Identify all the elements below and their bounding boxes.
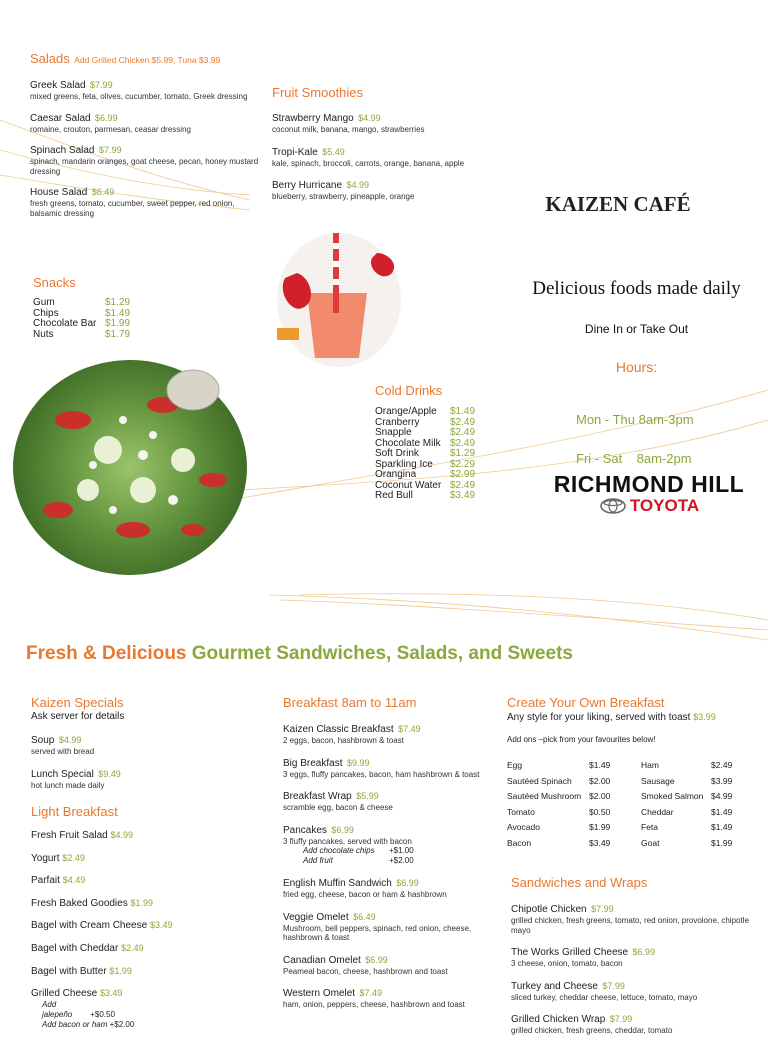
menu-item-head <box>283 986 493 1000</box>
addon-price: +$1.00 <box>389 846 414 855</box>
item-price: $1.29 <box>105 297 131 308</box>
menu-item <box>511 1012 761 1036</box>
menu-item-head <box>511 945 761 959</box>
addon-name: Tomato <box>507 806 535 817</box>
item-price: $3.49 <box>99 988 123 999</box>
addon-price: $1.49 <box>711 822 733 832</box>
item-desc: 3 eggs, fluffy pancakes, bacon, ham hashbrown & toast <box>283 769 480 779</box>
item-name: The Works Grilled Cheese <box>511 947 629 958</box>
menu-item <box>283 986 493 1010</box>
smoothie-photo <box>277 233 401 367</box>
menu-item <box>511 945 761 969</box>
addon-price: $4.99 <box>711 791 733 801</box>
item-price: $1.79 <box>105 328 131 340</box>
menu-item-head <box>272 111 472 125</box>
menu-item-head <box>30 143 260 157</box>
item-name: Gum <box>33 297 55 308</box>
addon-name: Sausage <box>641 775 675 786</box>
create-subtitle-row <box>507 712 762 723</box>
menu-item-head <box>31 733 271 747</box>
item-name: Caesar Salad <box>30 112 91 124</box>
menu-item <box>511 979 761 1003</box>
item-price: $1.49 <box>105 307 131 319</box>
smoothies-title: Fruit Smoothies <box>272 85 364 100</box>
addon-name: Egg <box>507 760 523 770</box>
create-breakfast-section <box>507 695 762 851</box>
addon-price: $1.99 <box>711 837 733 848</box>
item-desc: 3 fluffy pancakes, served with bacon <box>283 836 412 846</box>
specials-section <box>31 695 271 800</box>
addon-name: Goat <box>641 837 660 848</box>
item-price: $7.99 <box>90 80 113 90</box>
wraps-title: Sandwiches and Wraps <box>511 875 648 890</box>
item-name: Berry Hurricane <box>272 180 343 191</box>
item-price: $2.49 <box>62 852 85 863</box>
salad-photo <box>13 360 247 575</box>
item-price: $4.99 <box>58 735 82 745</box>
pancake-addons <box>283 846 493 866</box>
item-desc: Peameal bacon, cheese, hashbrown and toast <box>283 966 448 976</box>
item-name: Western Omelet <box>283 988 356 999</box>
item-desc: hot lunch made daily <box>31 780 105 790</box>
item-desc: 3 cheese, onion, tomato, bacon <box>511 959 623 968</box>
item-price: $1.99 <box>109 965 132 976</box>
item-name: Soup <box>31 735 55 746</box>
item-price: $2.49 <box>450 416 476 428</box>
salads-section <box>30 50 260 227</box>
menu-item-head <box>283 910 493 924</box>
menu-item-head <box>272 145 472 159</box>
item-price: $6.99 <box>396 878 419 888</box>
menu-item <box>31 733 271 757</box>
addon-row <box>641 774 751 790</box>
list-row <box>375 428 495 439</box>
addon-name: Feta <box>641 822 659 832</box>
pancake-addon-row <box>303 846 493 856</box>
item-name: Chips <box>33 307 59 319</box>
item-name: Coconut Water <box>375 479 442 491</box>
item-name: Bagel with Cream Cheese <box>31 920 148 932</box>
item-price: $7.99 <box>591 904 614 914</box>
item-price: $3.49 <box>450 490 476 501</box>
addon-price: $0.50 <box>589 806 611 817</box>
menu-item <box>511 902 761 935</box>
addon-row <box>641 805 751 821</box>
hours-title: Hours: <box>615 359 658 375</box>
item-price: $6.49 <box>91 187 115 197</box>
item-name: Spinach Salad <box>30 145 95 156</box>
item-name: Grilled Chicken Wrap <box>511 1014 606 1025</box>
menu-item-head <box>31 767 271 781</box>
addon-name: Add fruit <box>303 856 333 865</box>
banner-part-2: Gourmet Sandwiches, Salads, and Sweets <box>186 643 573 664</box>
item-desc: Mushroom, bell peppers, spinach, red onion, cheese, hashbrown & toast <box>283 923 472 942</box>
menu-item <box>30 185 260 218</box>
cafe-dine: Dine In or Take Out <box>584 322 689 336</box>
item-name: Cranberry <box>375 416 420 428</box>
snacks-title: Snacks <box>33 275 76 290</box>
item-desc: grilled chicken, fresh greens, tomato, red onion, provolone, chipotle mayo <box>511 916 749 935</box>
toyota-emblem-icon <box>599 498 627 514</box>
addon-name: Cheddar <box>641 806 674 817</box>
item-name: Nuts <box>33 328 54 340</box>
menu-item <box>283 823 493 867</box>
addon-name: Avocado <box>507 822 540 832</box>
list-row <box>375 491 495 502</box>
item-price: $6.99 <box>632 947 656 957</box>
menu-item <box>272 178 472 202</box>
addon-price: $3.49 <box>589 837 611 848</box>
salads-title: Salads <box>30 51 70 66</box>
item-price: $6.99 <box>365 954 388 965</box>
pancake-addon-row <box>303 856 493 866</box>
item-name: English Muffin Sandwich <box>283 878 392 889</box>
addon-name: Sautéed Mushroom <box>507 791 582 801</box>
menu-item-head <box>511 1012 761 1026</box>
light-breakfast-title: Light Breakfast <box>31 804 118 819</box>
menu-item-head <box>30 111 260 125</box>
menu-item <box>31 874 271 887</box>
item-price: $4.99 <box>110 830 134 840</box>
item-price: $1.99 <box>130 897 154 908</box>
item-price: $4.49 <box>62 875 86 886</box>
addon-row <box>507 836 641 852</box>
item-name: Fresh Fruit Salad <box>31 830 108 841</box>
addon-price: $2.49 <box>711 760 733 770</box>
item-name: Lunch Special <box>31 768 94 780</box>
breakfast-title: Breakfast 8am to 11am <box>283 695 417 710</box>
item-name: Chocolate Milk <box>375 437 441 449</box>
cold-drinks-title: Cold Drinks <box>375 383 443 398</box>
item-price: $4.99 <box>358 113 381 123</box>
richmond-hill-toyota-logo <box>543 471 755 516</box>
item-name: Orange/Apple <box>375 406 437 417</box>
menu-item <box>283 722 493 746</box>
item-price: $7.99 <box>609 1014 633 1024</box>
item-price: $3.49 <box>149 920 173 931</box>
item-price: $6.99 <box>95 112 118 123</box>
item-name: Greek Salad <box>30 80 86 91</box>
logo-line-1: RICHMOND HILL <box>553 471 745 497</box>
addon-row <box>641 758 751 774</box>
item-desc: grilled chicken, fresh greens, cheddar, tomato <box>511 1026 673 1035</box>
item-name: Big Breakfast <box>283 757 343 769</box>
specials-title: Kaizen Specials <box>31 695 124 710</box>
cold-drinks-section <box>375 383 495 502</box>
breakfast-section <box>283 695 493 1020</box>
menu-item <box>272 145 472 169</box>
menu-item <box>31 942 271 955</box>
item-name: Orangina <box>375 469 417 480</box>
addon-name: Smoked Salmon <box>641 791 704 801</box>
addon-price: $1.49 <box>589 760 611 770</box>
item-desc: romaine, crouton, parmesan, ceasar dressing <box>30 124 191 134</box>
item-price: $1.99 <box>105 318 131 329</box>
hours-line-2: Fri - Sat 8am-2pm <box>576 451 692 466</box>
item-price: $2.99 <box>450 469 476 480</box>
grilled-cheese-addons <box>31 1000 271 1030</box>
addon-name: Bacon <box>507 837 532 848</box>
item-price: $7.49 <box>398 724 421 734</box>
addon-row <box>641 836 751 852</box>
item-name: Kaizen Classic Breakfast <box>283 724 394 735</box>
addon-jalepeno-price: +$0.50 <box>90 1010 115 1020</box>
item-name: Veggie Omelet <box>283 911 349 923</box>
item-name: Parfait <box>31 875 60 887</box>
banner-part-1: Fresh & Delicious <box>26 643 187 664</box>
addon-row <box>507 774 641 790</box>
menu-item-head <box>30 185 260 199</box>
light-breakfast-section <box>31 804 271 1030</box>
logo-line-2-row <box>543 496 755 516</box>
menu-item-head <box>272 178 472 192</box>
cafe-info <box>520 192 760 217</box>
menu-item <box>30 143 260 176</box>
item-name: Chocolate Bar <box>33 318 97 329</box>
wraps-section <box>511 875 761 1046</box>
menu-item-head <box>283 876 493 890</box>
addon-row <box>507 805 641 821</box>
addon-row <box>507 820 641 836</box>
item-name: Chipotle Chicken <box>511 904 587 915</box>
menu-item-head <box>511 979 761 993</box>
menu-item <box>31 829 271 842</box>
item-desc: blueberry, strawberry, pineapple, orange <box>272 192 415 201</box>
item-price: $9.49 <box>98 768 121 779</box>
menu-item <box>31 987 271 1000</box>
addon-price: $1.99 <box>589 822 611 832</box>
item-name: Bagel with Cheddar <box>31 942 119 954</box>
hours-line-1: Mon - Thu 8am-3pm <box>576 412 694 427</box>
item-name: House Salad <box>30 187 88 198</box>
menu-item-head <box>30 78 260 92</box>
addon-name: Add chocolate chips <box>303 846 375 855</box>
addon-jalepeno-name: Add jalepeño <box>42 1000 73 1020</box>
menu-item <box>283 789 493 813</box>
item-name: Turkey and Cheese <box>511 980 598 992</box>
item-name: Pancakes <box>283 824 327 836</box>
menu-item-head <box>283 756 493 770</box>
create-addons-note: Add ons –pick from your favourites below! <box>507 735 656 744</box>
menu-item-head <box>283 722 493 736</box>
item-desc: 2 eggs, bacon, hashbrown & toast <box>283 736 404 745</box>
addon-row <box>507 789 641 805</box>
menu-item <box>30 111 260 135</box>
item-price: $7.99 <box>602 980 625 991</box>
addon-bacon-price: +$2.00 <box>109 1020 135 1030</box>
list-row <box>375 449 495 460</box>
addon-row <box>641 820 751 836</box>
item-price: $5.49 <box>322 146 345 157</box>
item-price: $6.49 <box>353 911 376 922</box>
cafe-name: KAIZEN CAFÉ <box>545 192 691 216</box>
item-price: $9.99 <box>346 757 370 768</box>
item-name: Sparkling Ice <box>375 458 433 470</box>
menu-item <box>283 756 493 780</box>
item-price: $6.99 <box>331 824 354 835</box>
menu-item <box>283 876 493 900</box>
item-name: Tropi-Kale <box>272 146 318 158</box>
create-subtitle: Any style for your liking, served with toast <box>507 712 691 723</box>
item-name: Strawberry Mango <box>272 113 354 124</box>
menu-item <box>283 953 493 977</box>
list-row <box>375 407 495 418</box>
menu-item-head <box>283 789 493 803</box>
menu-item <box>31 767 271 791</box>
item-name: Snapple <box>375 427 412 438</box>
logo-line-2: TOYOTA <box>629 496 700 515</box>
item-price: $1.49 <box>450 406 476 417</box>
item-desc: fresh greens, tomato, cucumber, sweet pepper, red onion, balsamic dressing <box>30 199 235 218</box>
addon-row <box>507 758 641 774</box>
menu-item <box>272 111 472 135</box>
item-name: Soft Drink <box>375 448 419 459</box>
menu-item-head <box>511 902 761 916</box>
hours-block <box>576 387 694 478</box>
item-desc: sliced turkey, cheddar cheese, lettuce, tomato, mayo <box>511 992 698 1002</box>
item-name: Red Bull <box>375 490 413 501</box>
snacks-section <box>33 275 153 340</box>
item-price: $2.29 <box>450 458 476 470</box>
list-row <box>33 319 153 330</box>
item-price: $7.49 <box>359 988 383 998</box>
item-price: $2.49 <box>450 437 476 449</box>
addon-price: $2.00 <box>589 791 611 801</box>
item-desc: kale, spinach, broccoli, carrots, orange, banana, apple <box>272 158 465 168</box>
menu-item <box>30 78 260 102</box>
item-name: Yogurt <box>31 852 60 864</box>
list-row <box>33 298 153 309</box>
item-desc: fried egg, cheese, bacon or ham & hashbrown <box>283 890 447 899</box>
addon-column-right <box>641 758 751 851</box>
item-price: $1.29 <box>450 448 476 459</box>
create-subtitle-price: $3.99 <box>693 712 716 722</box>
item-desc: mixed greens, feta, olives, cucumber, tomato, Greek dressing <box>30 92 248 101</box>
item-price: $2.49 <box>450 479 476 491</box>
salads-subtitle: Add Grilled Chicken $5.99, Tuna $3.99 <box>74 55 221 65</box>
addon-price: +$2.00 <box>389 856 414 865</box>
menu-item <box>31 919 271 932</box>
item-desc: spinach, mandarin oranges, goat cheese, pecan, honey mustard dressing <box>30 157 259 176</box>
smoothies-section <box>272 85 472 212</box>
menu-item <box>283 910 493 943</box>
item-name: Fresh Baked Goodies <box>31 897 128 909</box>
addon-column-left <box>507 758 641 851</box>
item-name: Grilled Cheese <box>31 988 98 1000</box>
item-price: $2.49 <box>121 942 144 953</box>
menu-item-head <box>283 953 493 967</box>
item-name: Bagel with Butter <box>31 965 107 977</box>
item-name: Breakfast Wrap <box>283 791 352 802</box>
specials-subtitle: Ask server for details <box>31 711 125 722</box>
item-desc: ham, onion, peppers, cheese, hashbrown and toast <box>283 1000 465 1009</box>
item-price: $5.99 <box>356 791 379 801</box>
create-title: Create Your Own Breakfast <box>507 695 665 710</box>
menu-item <box>31 897 271 910</box>
menu-item-head <box>283 823 493 837</box>
menu-item <box>31 852 271 865</box>
addon-name: Ham <box>641 760 659 770</box>
item-price: $4.99 <box>346 180 370 190</box>
menu-item <box>31 965 271 978</box>
addon-name: Sautéed Spinach <box>507 775 572 786</box>
item-desc: served with bread <box>31 747 95 756</box>
addon-price: $2.00 <box>589 775 611 786</box>
addon-price: $1.49 <box>711 806 733 817</box>
salads-heading <box>30 50 260 68</box>
item-price: $2.49 <box>450 427 476 438</box>
addon-bacon-name: Add bacon or ham <box>42 1020 108 1030</box>
item-desc: coconut milk, banana, mango, strawberries <box>272 125 425 134</box>
addon-price: $3.99 <box>711 775 733 786</box>
item-price: $7.99 <box>98 145 122 155</box>
item-name: Canadian Omelet <box>283 954 361 966</box>
item-desc: scramble egg, bacon & cheese <box>283 803 393 812</box>
cafe-tagline: Delicious foods made daily <box>532 278 741 299</box>
addon-row <box>641 789 751 805</box>
banner-title <box>26 643 573 665</box>
list-row <box>375 470 495 481</box>
list-row <box>33 330 153 341</box>
